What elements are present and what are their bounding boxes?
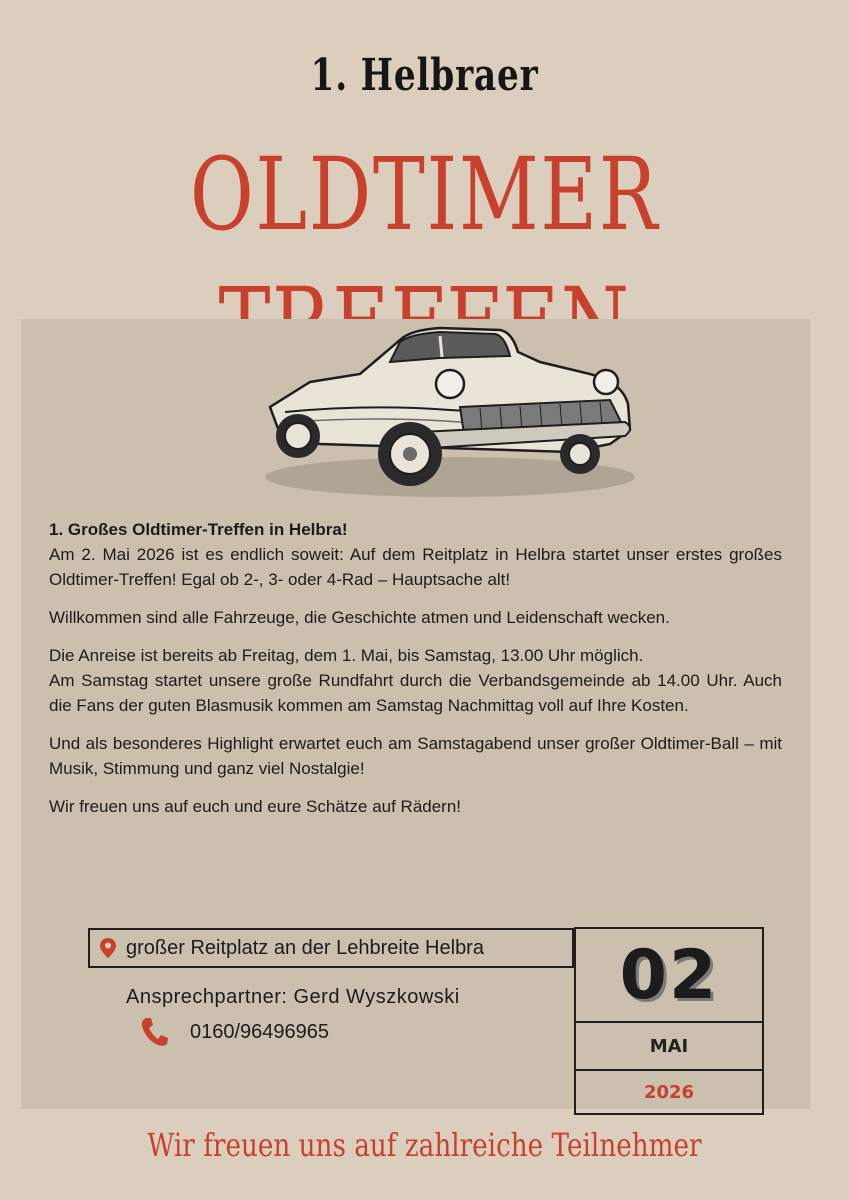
date-year: 2026	[576, 1069, 762, 1113]
poster-title: OLDTIMER	[189, 136, 660, 253]
description-text	[49, 517, 782, 832]
description-paragraph-3a: Die Anreise ist bereits ab Freitag, dem 1. Mai, bis Samstag, 13.00 Uhr möglich.	[49, 646, 644, 665]
vintage-car-illustration	[250, 312, 640, 504]
date-day: 02	[619, 935, 719, 1015]
phone-row	[140, 1016, 329, 1048]
date-month: MAI	[576, 1021, 762, 1069]
contact-person: Ansprechpartner: Gerd Wyszkowski	[126, 986, 460, 1008]
phone-icon	[140, 1016, 168, 1048]
description-paragraph-2: Willkommen sind alle Fahrzeuge, die Geschichte atmen und Leidenschaft wecken.	[49, 608, 670, 627]
location-text: großer Reitplatz an der Lehbreite Helbra	[126, 936, 484, 959]
footer-slogan: Wir freuen uns auf zahlreiche Teilnehmer	[147, 1126, 702, 1164]
date-box	[574, 927, 764, 1115]
map-pin-icon	[100, 938, 116, 958]
location-box	[88, 928, 574, 968]
poster-subtitle: 1. Helbraer	[310, 50, 539, 101]
phone-number: 0160/96496965	[190, 1020, 330, 1043]
description-heading: 1. Großes Oldtimer-Treffen in Helbra!	[49, 520, 348, 539]
description-paragraph-1: Am 2. Mai 2026 ist es endlich soweit: Auf dem Reitplatz in Helbra startet unser erstes großes Oldtimer-Treffen! Egal ob 2-, 3- oder 4-Rad – Hauptsache alt!	[49, 545, 782, 589]
description-paragraph-4: Und als besonderes Highlight erwartet euch am Samstagabend unser großer Oldtimer-Ball – mit Musik, Stimmung und ganz viel Nostalgie!	[49, 734, 782, 778]
description-paragraph-3b: Am Samstag startet unsere große Rundfahrt durch die Verbandsgemeinde ab 14.00 Uhr. Auch die Fans der guten Blasmusik kommen am Samstag Nachmittag voll auf Ihre Kosten.	[49, 671, 782, 715]
description-paragraph-5: Wir freuen uns auf euch und eure Schätze auf Rädern!	[49, 797, 462, 816]
